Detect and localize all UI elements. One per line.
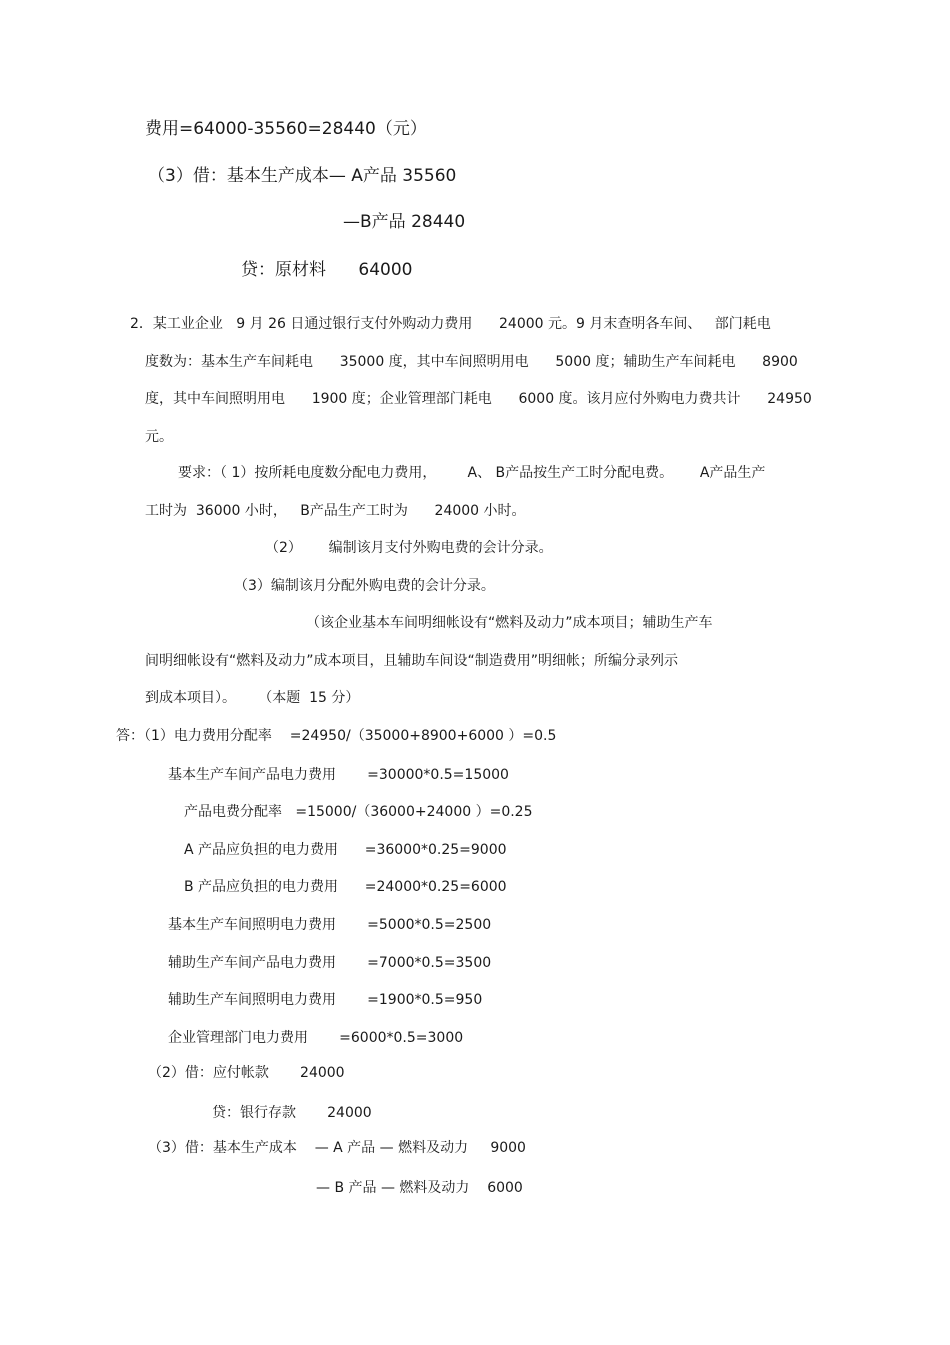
answer-basic-product-power: 基本生产车间产品电力费用 =30000*0.5=15000 [168,767,509,783]
answer-management-power: 企业管理部门电力费用 =6000*0.5=3000 [168,1030,464,1046]
entry-2-debit: （2）借：应付帐款 24000 [148,1065,345,1081]
note-line-3: 到成本项目）。 （本题 15 分） [145,690,360,706]
requirement-1-line-2: 工时为 36000 小时， B产品生产工时为 24000 小时。 [145,503,526,519]
journal-entry-3-credit: 贷：原材料 64000 [241,260,413,280]
question-2-text-line-2: 度数为：基本生产车间耗电 35000 度，其中车间照明用电 5000 度；辅助生产车间耗电 8900 [145,354,798,370]
answer-auxiliary-lighting: 辅助生产车间照明电力费用 =1900*0.5=950 [168,992,483,1008]
question-2-text-line-3: 度，其中车间照明用电 1900 度；企业管理部门耗电 6000 度。该月应付外购电力费共计 24950 [145,391,812,407]
entry-2-credit: 贷：银行存款 24000 [212,1105,372,1121]
journal-entry-3-debit-b: —B产品 28440 [343,212,466,232]
entry-3-debit-a: （3）借：基本生产成本 — A 产品 — 燃料及动力 9000 [148,1140,526,1156]
answer-product-rate: 产品电费分配率 =15000/（36000+24000 ）=0.25 [184,804,533,820]
requirement-3: （3）编制该月分配外购电费的会计分录。 [234,578,495,594]
question-2-text-line-4: 元。 [145,429,173,445]
requirement-1-line-1: 要求：（ 1）按所耗电度数分配电力费用， A、 B产品按生产工时分配电费。 A产品生产 [178,465,766,481]
note-line-1: （该企业基本车间明细帐设有“燃料及动力”成本项目；辅助生产车 [306,615,713,631]
cost-calculation-line: 费用=64000-35560=28440（元） [145,119,427,139]
answer-allocation-rate: 答：（1）电力费用分配率 =24950/（35000+8900+6000 ）=0.5 [116,728,557,744]
question-2-text-line-1: 2．某工业企业 9 月 26 日通过银行支付外购动力费用 24000 元。9 月末查明各车间、 部门耗电 [130,316,771,332]
note-line-2: 间明细帐设有“燃料及动力”成本项目，且辅助车间设“制造费用”明细帐；所编分录列示 [145,653,679,669]
answer-basic-lighting: 基本生产车间照明电力费用 =5000*0.5=2500 [168,917,492,933]
answer-auxiliary-product: 辅助生产车间产品电力费用 =7000*0.5=3500 [168,955,492,971]
journal-entry-3-debit-a: （3）借：基本生产成本— A产品 35560 [148,166,457,186]
entry-3-debit-b: — B 产品 — 燃料及动力 6000 [316,1180,523,1196]
answer-product-b-power: B 产品应负担的电力费用 =24000*0.25=6000 [184,879,507,895]
answer-product-a-power: A 产品应负担的电力费用 =36000*0.25=9000 [184,842,507,858]
requirement-2: （2） 编制该月支付外购电费的会计分录。 [265,540,553,556]
